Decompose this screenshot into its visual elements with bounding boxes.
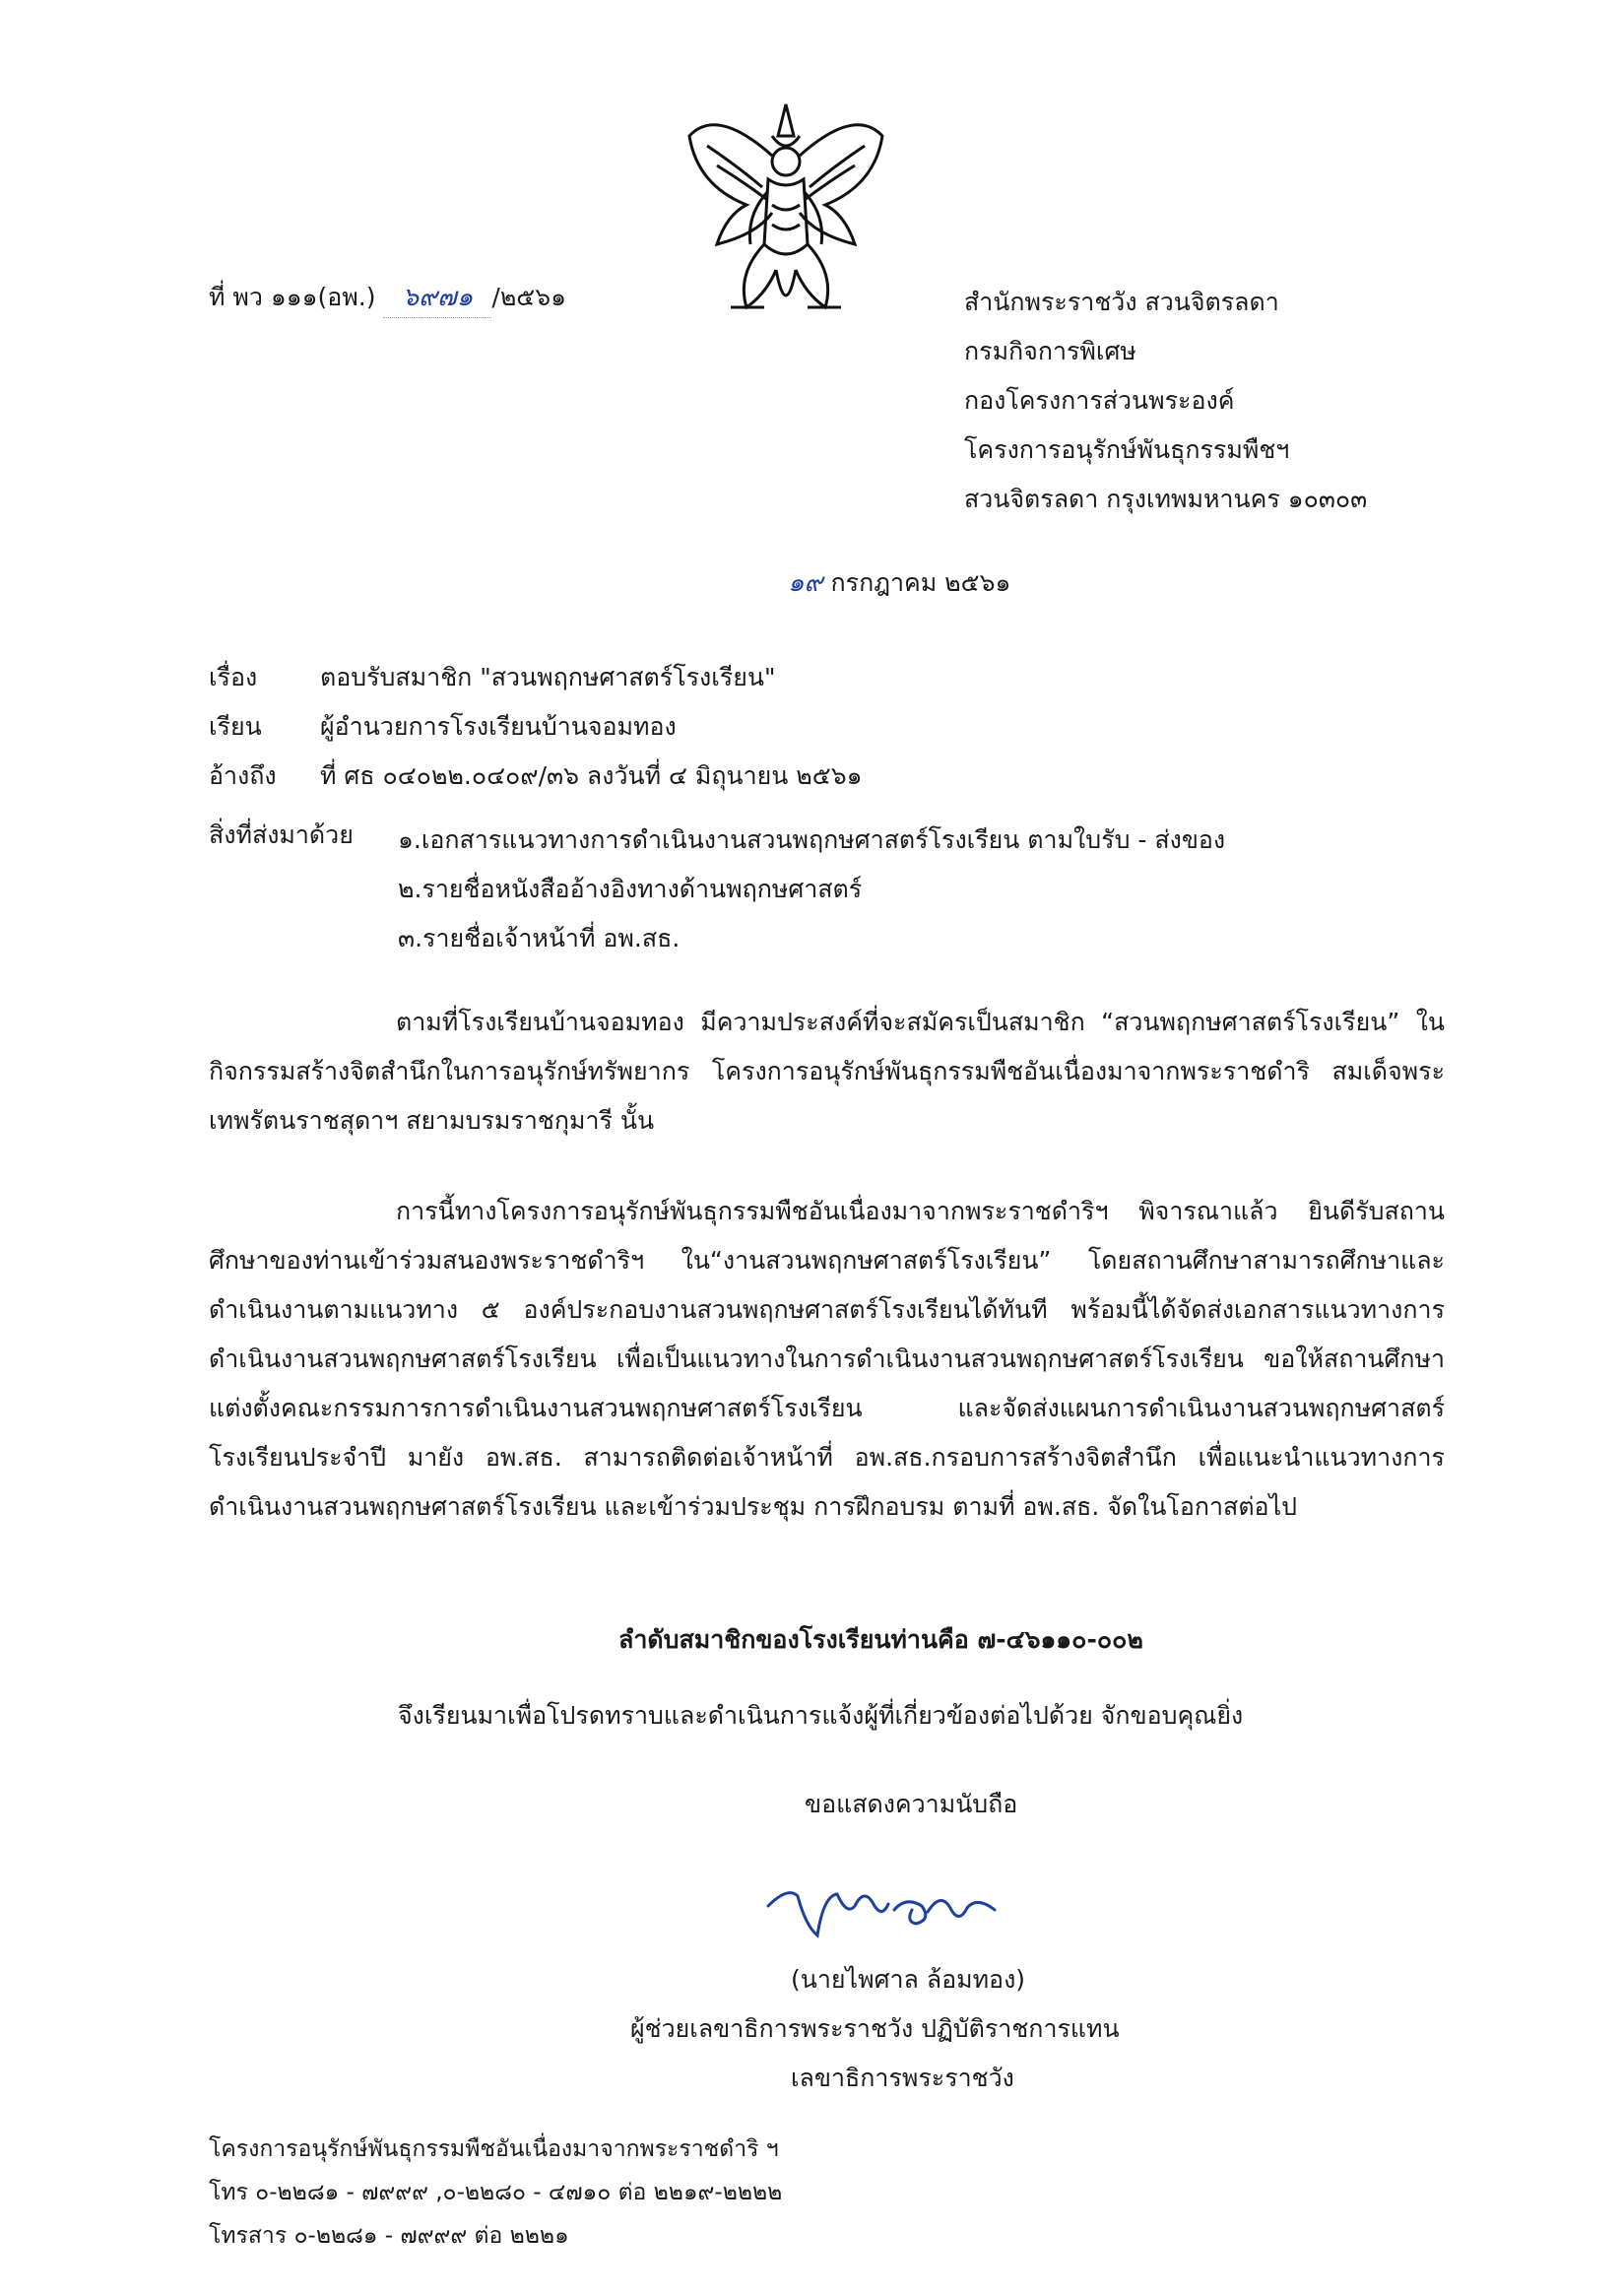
reference-label: อ้างถึง — [209, 761, 277, 790]
to-text: ผู้อำนวยการโรงเรียนบ้านจอมทอง — [320, 712, 677, 741]
date-handwritten: ๑๙ — [788, 568, 823, 598]
closing-line: จึงเรียนมาเพื่อโปรดทราบและดำเนินการแจ้งผู้ที่เกี่ยวข้องต่อไปด้วย จักขอบคุณยิ่ง — [398, 1701, 1244, 1730]
footer-line: โทรสาร ๐-๒๒๘๑ - ๗๙๙๙ ต่อ ๒๒๒๑ — [209, 2223, 569, 2249]
address-line: สวนจิตรลดา กรุงเทพมหานคร ๑๐๓๐๓ — [964, 485, 1368, 513]
address-line: สำนักพระราชวัง สวนจิตรลดา — [964, 288, 1279, 316]
footer-contact — [209, 2128, 782, 2258]
to-label: เรียน — [209, 712, 262, 741]
subject-label: เรื่อง — [209, 663, 258, 691]
member-number: ลำดับสมาชิกของโรงเรียนท่านคือ ๗-๔๖๑๑๐-๐๐๒ — [618, 1625, 1143, 1654]
signer-title-2: เลขาธิการพระราชวัง — [791, 2064, 1014, 2092]
ref-suffix: /๒๕๖๑ — [491, 283, 566, 311]
address-line: โครงการอนุรักษ์พันธุกรรมพืชฯ — [964, 435, 1290, 464]
address-line: กรมกิจการพิเศษ — [964, 337, 1136, 365]
signer-name: (นายไพศาล ล้อมทอง) — [791, 1965, 1026, 1994]
handwritten-signature — [758, 1867, 1005, 1955]
enclosure-item: ๒.รายชื่อหนังสืออ้างอิงทางด้านพฤกษศาสตร์ — [398, 875, 863, 903]
date-text: กรกฎาคม ๒๕๖๑ — [830, 568, 1011, 597]
enclosure-item: ๑.เอกสารแนวทางการดำเนินงานสวนพฤกษศาสตร์โรงเรียน ตามใบรับ - ส่งของ — [398, 825, 1226, 854]
reference-text: ที่ ศธ ๐๔๐๒๒.๐๔๐๙/๓๖ ลงวันที่ ๔ มิถุนายน ๒๕๖๑ — [320, 761, 863, 790]
enclosure-item: ๓.รายชื่อเจ้าหน้าที่ อพ.สธ. — [398, 924, 681, 952]
footer-line: โทร ๐-๒๒๘๑ - ๗๙๙๙ ,๐-๒๒๘๐ - ๔๗๑๐ ต่อ ๒๒๑๙-๒๒๒๒ — [209, 2180, 783, 2205]
paragraph-text: การนี้ทางโครงการอนุรักษ์พันธุกรรมพืชอันเนื่องมาจากพระราชดำริฯ พิจารณาแล้ว ยินดีรับสถานศึกษาของท่านเข้าร่วมสนองพระราชดำริฯ ใน“งานสวนพฤกษศาสตร์โรงเรียน” โดยสถานศึกษาสามารถศึกษาและดำเนินงานตามแนวทาง ๕ องค์ประกอบงานสวนพฤกษศาสตร์โรงเรียนได้ทันที พร้อมนี้ได้จัดส่งเอกสารแนวทางการดำเนินงานสวนพฤกษศาสตร์โรงเรียน เพื่อเป็นแนวทางในการดำเนินงานสวนพฤกษศาสตร์โรงเรียน ขอให้สถานศึกษาแต่งตั้งคณะกรรมการการดำเนินงานสวนพฤกษศาสตร์โรงเรียน และจัดส่งแผนการดำเนินงานสวนพฤกษศาสตร์โรงเรียนประจำปี มายัง อพ.สธ. สามารถติดต่อเจ้าหน้าที่ อพ.สธ.กรอบการสร้างจิตสำนึก เพื่อแนะนำแนวทางการดำเนินงานสวนพฤกษศาสตร์โรงเรียน และเข้าร่วมประชุม การฝึกอบรม ตามที่ อพ.สธ. จัดในโอกาสต่อไป — [209, 1197, 1445, 1521]
address-line: กองโครงการส่วนพระองค์ — [964, 386, 1235, 415]
enclosure-list — [398, 816, 1225, 963]
sender-address — [964, 278, 1367, 524]
enclosure-label: สิ่งที่ส่งมาด้วย — [209, 820, 354, 849]
ref-prefix: ที่ พว ๑๑๑(อพ.) — [209, 283, 376, 311]
garuda-emblem-icon — [678, 97, 894, 325]
ref-handwritten: ๖๙๗๑ — [383, 278, 491, 318]
signer-title: ผู้ช่วยเลขาธิการพระราชวัง ปฏิบัติราชการแทน — [630, 2014, 1120, 2043]
subject-text: ตอบรับสมาชิก "สวนพฤกษศาสตร์โรงเรียน" — [320, 663, 776, 691]
footer-line: โครงการอนุรักษ์พันธุกรรมพืชอันเนื่องมาจากพระราชดำริ ฯ — [209, 2136, 779, 2162]
body-paragraph-2 — [209, 1187, 1445, 1532]
letter-date — [788, 563, 1010, 603]
body-paragraph-1 — [209, 998, 1445, 1146]
paragraph-text: ตามที่โรงเรียนบ้านจอมทอง มีความประสงค์ที่จะสมัครเป็นสมาชิก “สวนพฤกษศาสตร์โรงเรียน” ในกิจกรรมสร้างจิตสำนึกในการอนุรักษ์ทรัพยากร โครงการอนุรักษ์พันธุกรรมพืชอันเนื่องมาจากพระราชดำริ สมเด็จพระเทพรัตนราชสุดาฯ สยามบรมราชกุมารี นั้น — [209, 1008, 1445, 1135]
regards: ขอแสดงความนับถือ — [805, 1790, 1018, 1818]
reference-number — [209, 278, 566, 318]
